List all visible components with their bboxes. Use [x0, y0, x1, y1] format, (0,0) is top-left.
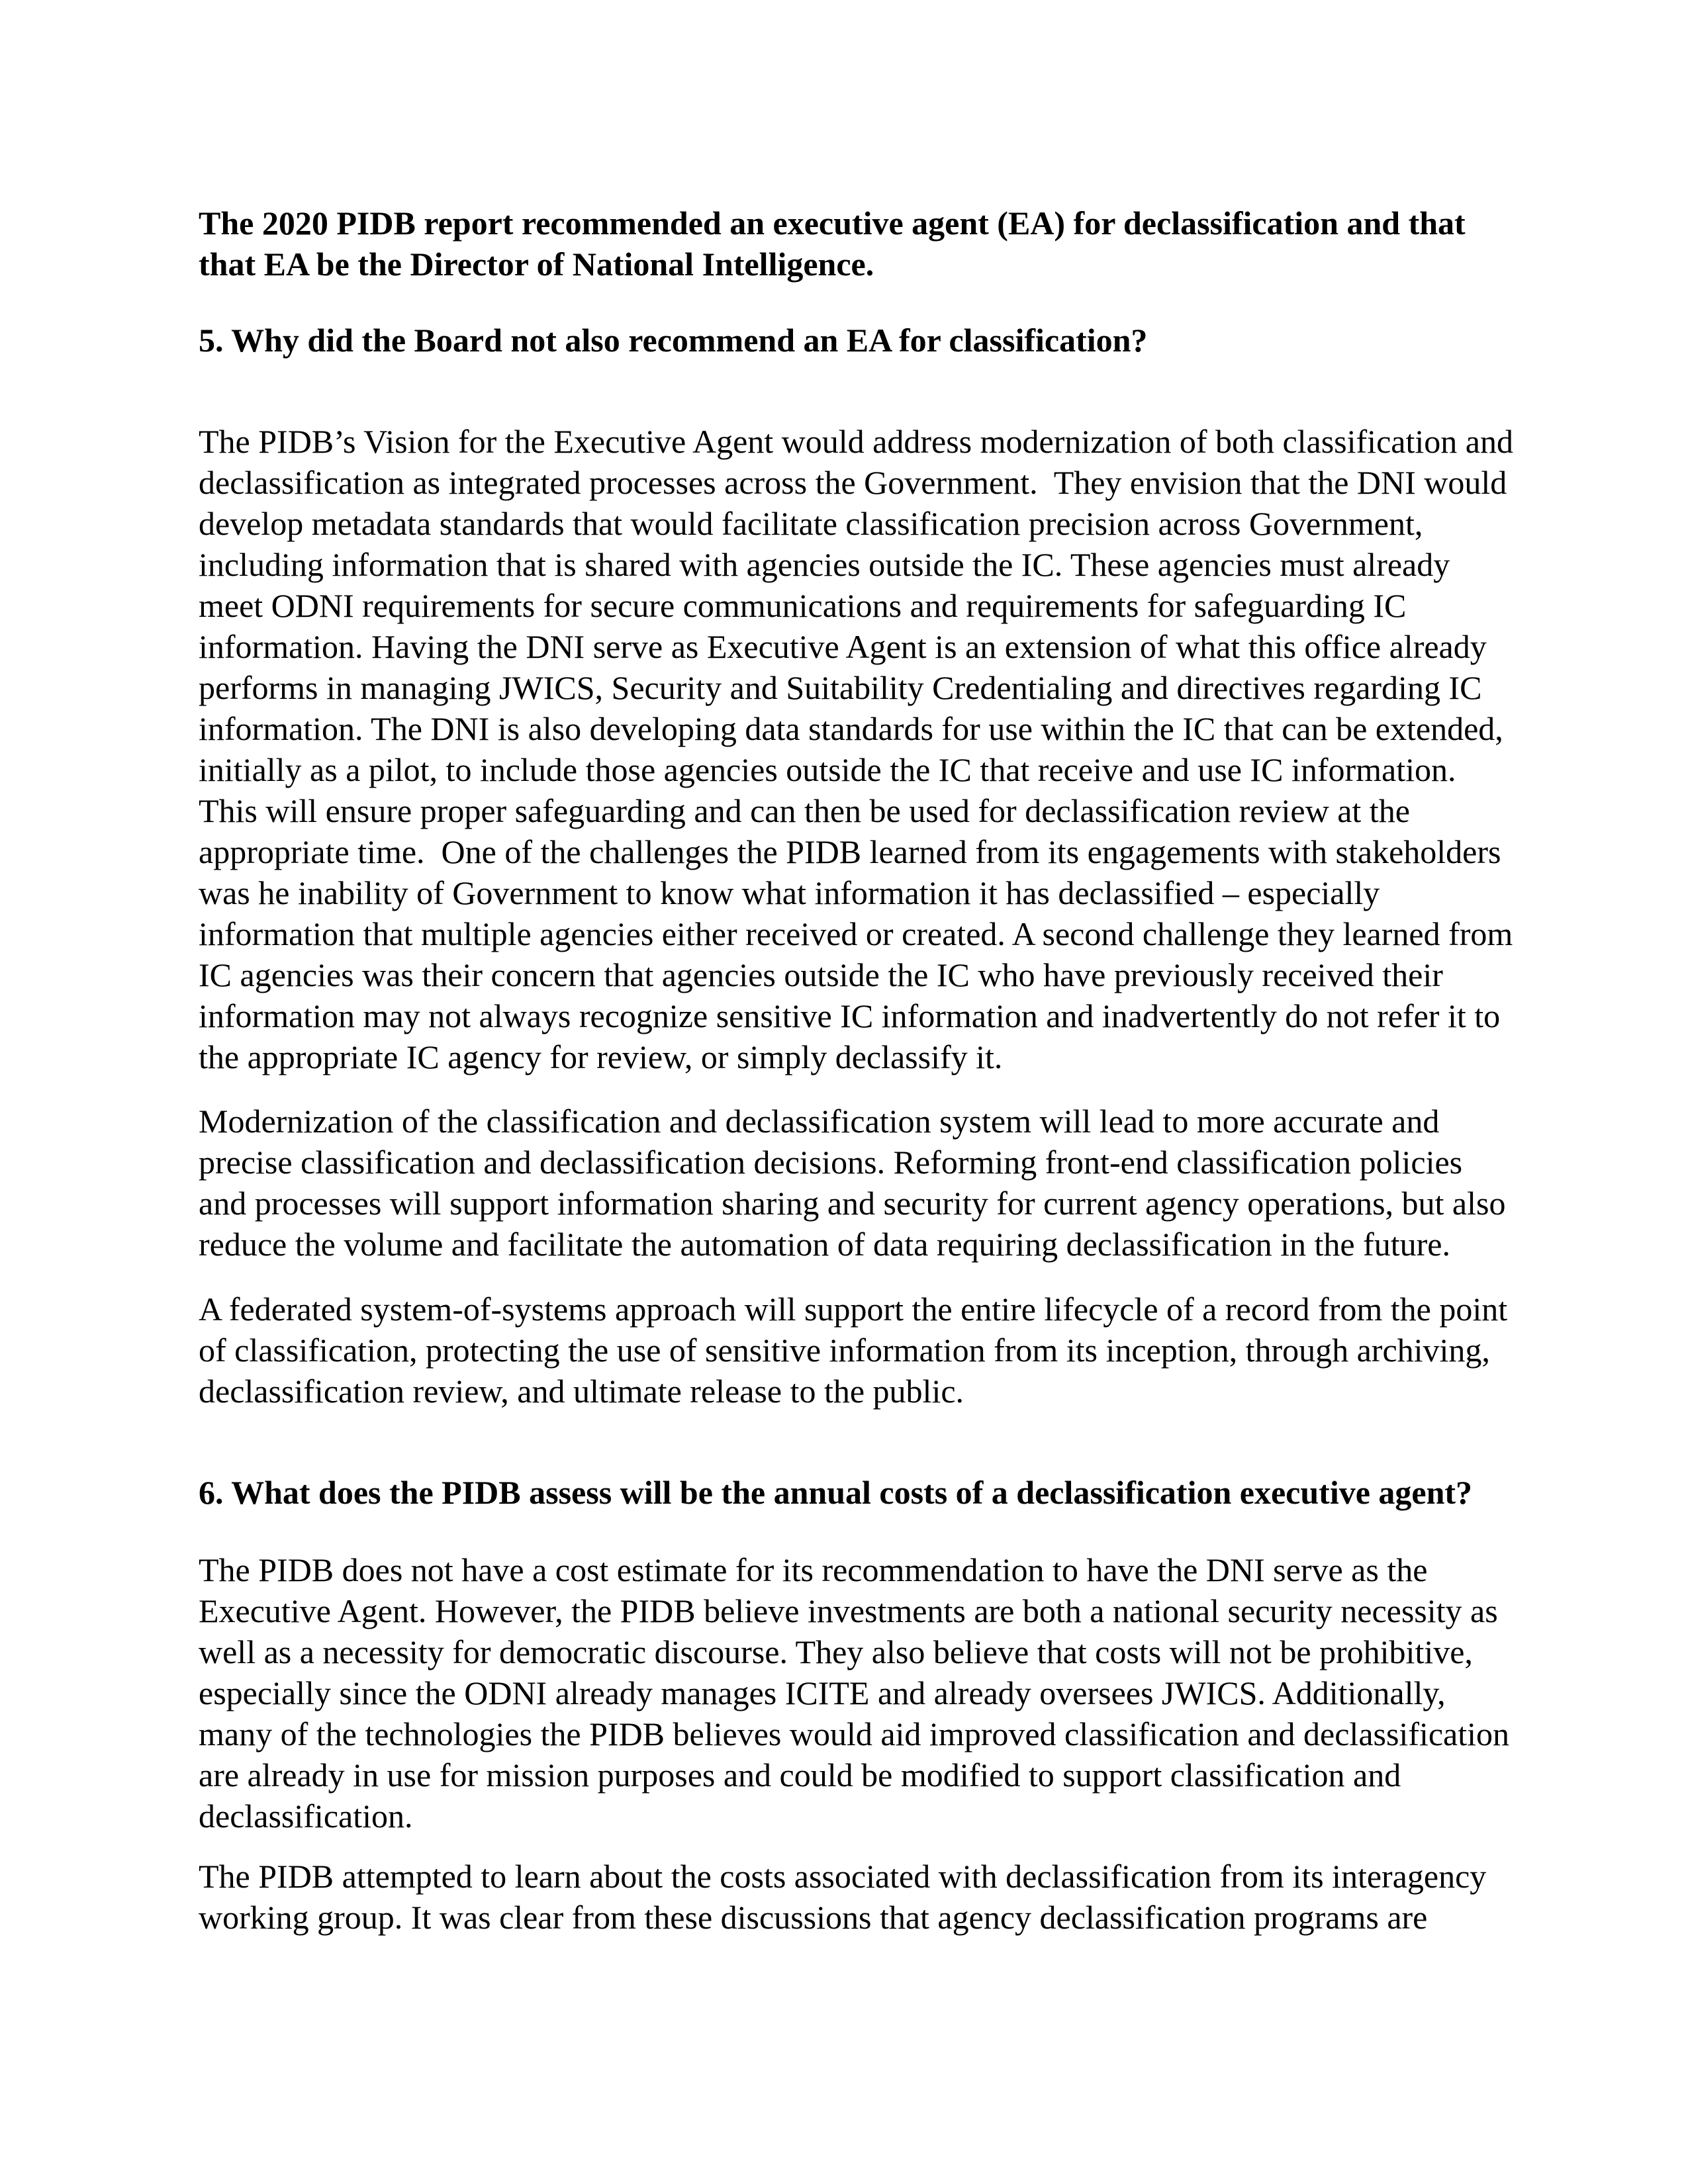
question-6-paragraph-2: The PIDB attempted to learn about the costs associated with declassification from its interagency working group. It was clear from these discussions that agency declassification programs are: [199, 1858, 1495, 1936]
question-5-paragraph-2: Modernization of the classification and declassification system will lead to more accurate and precise classification and declassification decisions. Reforming front-end classification policies and processes will support information sharing and security for current agency operations, but also reduce the volume and facilitate the automation of data requiring declassification in the future.: [199, 1103, 1514, 1263]
question-5-heading: 5. Why did the Board not also recommend an EA for classification?: [199, 322, 1148, 359]
question-5-paragraph-1: The PIDB’s Vision for the Executive Agent would address modernization of both classification and declassification as integrated processes across the Government. They envision that the DNI would develop metadata standards that would facilitate classification precision across Government, including information that is shared with agencies outside the IC. These agencies must already meet ODNI requirements for secure communications and requirements for safeguarding IC information. Having the DNI serve as Executive Agent is an extension of what this office already performs in managing JWICS, Security and Suitability Credentialing and directives regarding IC information. The DNI is also developing data standards for use within the IC that can be extended, initially as a pilot, to include those agencies outside the IC that receive and use IC information. This will ensure proper safeguarding and can then be used for declassification review at the appropriate time. One of the challenges the PIDB learned from its engagements with stakeholders was he inability of Government to know what information it has declassified – especially information that multiple agencies either received or created. A second challenge they learned from IC agencies was their concern that agencies outside the IC who have previously received their information may not always recognize sensitive IC information and inadvertently do not refer it to the appropriate IC agency for review, or simply declassify it.: [199, 423, 1522, 1075]
question-6-heading: 6. What does the PIDB assess will be the annual costs of a declassification executive agent?: [199, 1474, 1473, 1511]
question-6-paragraph-1: The PIDB does not have a cost estimate for its recommendation to have the DNI serve as the Executive Agent. However, the PIDB believe investments are both a national security necessity as well as a necessity for democratic discourse. They also believe that costs will not be prohibitive, especially since the ODNI already manages ICITE and already oversees JWICS. Additionally, many of the technologies the PIDB believes would aid improved classification and declassification are already in use for mission purposes and could be modified to support classification and declassification.: [199, 1551, 1518, 1835]
document-body: [199, 203, 1522, 1938]
intro-statement: The 2020 PIDB report recommended an executive agent (EA) for declassification and that that EA be the Director of National Intelligence.: [199, 205, 1474, 283]
question-5-paragraph-3: A federated system-of-systems approach will support the entire lifecycle of a record from the point of classification, protecting the use of sensitive information from its inception, through archiving, declassification review, and ultimate release to the public.: [199, 1291, 1516, 1410]
